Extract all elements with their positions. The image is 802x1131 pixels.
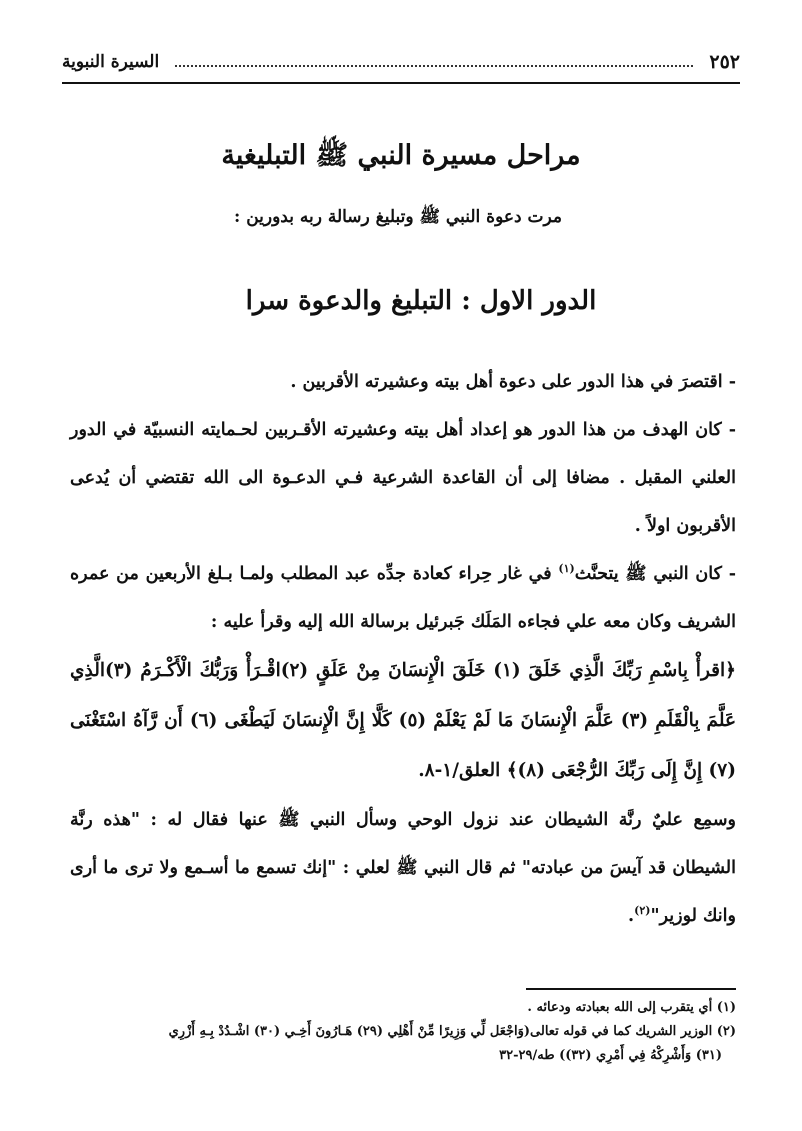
quran-reference: العلق/١-٨. <box>418 760 507 781</box>
paragraph-4-text: وسمِع عليٌ رنَّة الشيطان عند نزول الوحي وسأل النبي ﷺ عنها فقال له : "هذه رنَّة الشيطان قد آيسَ من عبادته" ثم قال النبي ﷺ لعلي : "إنك تسمع ما أسـمع ولا ترى ما أرى وانك لوزير" <box>70 810 736 926</box>
footnote-marker-2[interactable]: (٢) <box>634 904 651 918</box>
footnote-1: (١) أي يتقرب إلى الله بعبادته ودعائه . <box>527 1000 736 1015</box>
footnotes <box>62 996 736 1068</box>
intro-line: مرت دعوة النبي ﷺ وتبليغ رسالة ربه بدورين : <box>234 207 562 227</box>
quran-text: ﴿اقرأْ بِاسْمِ رَبِّكَ الَّذِي خَلَقَ (١) خَلَقَ الْإِنسَانَ مِنْ عَلَقٍ (٢)اقْـرَأْ وَرَبُّكَ الْأَكْـرَمُ (٣)الَّذِي عَلَّمَ بِالْقَلَمِ (٣) عَلَّمَ الْإِنسَانَ مَا لَمْ يَعْلَمْ (٥) كَلَّا إِنَّ الْإِنسَانَ لَيَطْغَى (٦) أَن رَّآهُ اسْتَغْنَى (٧) إِنَّ إِلَى رَبِّكَ الرُّجْعَى (٨)﴾ <box>70 660 737 781</box>
paragraph-3-start: - كان النبي ﷺ يتحنَّث <box>574 564 736 584</box>
paragraph-4-end: . <box>628 906 635 926</box>
header-dotted-leader <box>175 65 693 67</box>
running-title: السيرة النبوية <box>62 52 160 72</box>
page-number: ٢٥٢ <box>709 51 740 73</box>
page-header <box>62 42 740 84</box>
footnote-separator <box>526 988 736 990</box>
footnote-2-line-2: (٣١) وَأَشْرِكْهُ فِي أَمْرِي (٣٢)) طه/٢٩-٣٢ <box>499 1048 722 1063</box>
paragraph-4 <box>70 796 736 940</box>
footnote-marker-1[interactable]: (١) <box>558 562 575 576</box>
quran-verses <box>70 646 736 796</box>
paragraph-3 <box>70 550 736 646</box>
paragraph-2: - كان الهدف من هذا الدور هو إعداد أهل بيته وعشيرته الأقـربين لحـمايته النسبيّة في الدور العلني المقبل . مضافا إلى أن القاعدة الشرعية فـي الدعـوة الى الله تقتضي أن يُدعى الأقربون اولاً . <box>70 420 736 536</box>
body-text <box>70 358 736 940</box>
chapter-title: مراحل مسيرة النبي ﷺ التبليغية <box>221 140 581 171</box>
paragraph-1: - اقتصرَ في هذا الدور على دعوة أهل بيته وعشيرته الأقربين . <box>290 372 736 392</box>
section-heading: الدور الاول : التبليغ والدعوة سرا <box>245 286 597 316</box>
footnote-2-line-1: (٢) الوزير الشريك كما في قوله تعالى(وَاجْعَل لِّي وَزِيرًا مِّنْ أَهْلِي (٢٩) هَـارُونَ أَخِـي (٣٠) اشْـدُدْ بِـهِ أَزْرِي <box>168 1024 736 1039</box>
paragraph-3-rest: في غار حِراء كعادة جدِّه عبد المطلب ولمـا بـلغ الأربعين من عمره الشريف وكان معه علي فجاءه المَلَك جَبرئيل برسالة الله إليه وقرأ عليه : <box>70 564 736 632</box>
